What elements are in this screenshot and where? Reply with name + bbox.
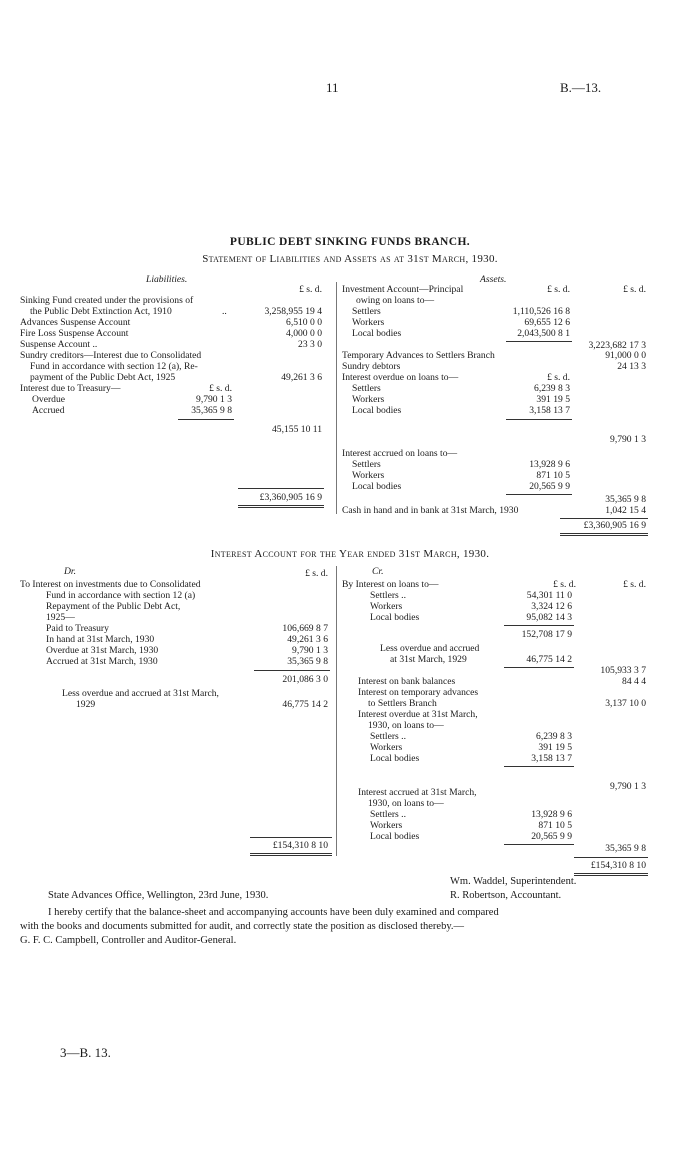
asset-line: Local bodies [352,328,402,339]
credit-line: Workers [370,820,403,831]
debit-line: 1929 [76,699,96,710]
liability-line: Fund in accordance with section 12 (a), Re- [30,361,198,372]
amount: 91,000 0 0 [605,350,646,361]
asset-line: Workers [352,317,385,328]
amount: 95,082 14 3 [526,612,572,623]
debit-line: To Interest on investments due to Consolidated [20,579,201,590]
asset-line: Local bodies [352,405,402,416]
amount: 391 19 5 [538,742,572,753]
credit-line: Interest accrued at 31st March, [358,787,477,798]
amount: 391 19 5 [536,394,570,405]
assets-label: Assets. [480,274,507,285]
dr-label: Dr. [64,566,76,577]
double-rule [560,533,648,536]
certification-line: I hereby certify that the balance-sheet and accompanying accounts have been duly examined and compared [48,907,499,918]
double-rule [574,873,648,876]
superintendent-signature: Wm. Waddel, Superintendent. [450,876,577,887]
amount: 35,365 9 8 [605,494,646,505]
amount: 49,261 3 6 [281,372,322,383]
assets-total: £3,360,905 16 9 [583,520,646,531]
amount: 3,158 13 7 [529,405,570,416]
double-rule [250,853,332,856]
credit-line: By Interest on loans to— [342,579,439,590]
amount: 3,137 10 0 [605,698,646,709]
debit-line: In hand at 31st March, 1930 [46,634,155,645]
amount: 105,933 3 7 [600,665,646,676]
asset-line: Local bodies [352,481,402,492]
debit-line: Repayment of the Public Debt Act, [46,601,181,612]
amount: 45,155 10 11 [271,424,322,435]
amount: 106,669 8 7 [282,623,328,634]
liability-line: Suspense Account .. [20,339,98,350]
amount: 871 10 5 [538,820,572,831]
certification-signature: G. F. C. Campbell, Controller and Auditor-General. [20,935,237,946]
amount: 201,086 3 0 [282,674,328,685]
column-divider [336,566,337,856]
credit-line: 1930, on loans to— [368,720,444,731]
amount: 871 10 5 [536,470,570,481]
amount: 1,110,526 16 8 [512,306,570,317]
asset-line: Interest overdue on loans to— [342,372,459,383]
amount: 13,928 9 6 [531,809,572,820]
liabilities-total: £3,360,905 16 9 [259,492,322,503]
amount: 20,565 9 9 [529,481,570,492]
total-rule [250,837,332,838]
credit-line: Local bodies [370,831,420,842]
credit-line: Less overdue and accrued [380,643,480,654]
credit-line: Local bodies [370,753,420,764]
page-title: PUBLIC DEBT SINKING FUNDS BRANCH. [229,236,471,248]
credit-total: £154,310 8 10 [590,860,646,871]
amount: 24 13 3 [617,361,646,372]
subtotal-rule [506,419,572,420]
amount: 84 4 4 [622,676,646,687]
subtotal-rule [504,625,574,626]
credit-line: 1930, on loans to— [368,798,444,809]
credit-line: at 31st March, 1929 [390,654,467,665]
credit-line: Local bodies [370,612,420,623]
asset-line: Interest accrued on loans to— [342,448,458,459]
lsd-header: £ s. d. [623,579,646,590]
liability-line: Interest due to Treasury— [20,383,121,394]
amount: 6,239 8 3 [534,383,570,394]
subtotal-rule [178,419,234,420]
credit-line: to Settlers Branch [368,698,437,709]
credit-line: Interest overdue at 31st March, [358,709,478,720]
amount: 3,324 12 6 [531,601,572,612]
column-divider [336,282,337,514]
amount: 6,510 0 0 [286,317,322,328]
lsd-header: £ s. d. [623,284,646,295]
credit-line: Settlers .. [370,731,406,742]
double-rule [238,505,324,508]
amount: 152,708 17 9 [521,629,572,640]
certification-line: with the books and documents submitted for audit, and correctly state the position as disclosed thereby.— [20,921,465,932]
liability-line: Advances Suspense Account [20,317,131,328]
credit-line: Workers [370,742,403,753]
amount: 49,261 3 6 [287,634,328,645]
liability-line: Sinking Fund created under the provisions of [20,295,194,306]
total-rule [238,488,324,489]
amount: 2,043,500 8 1 [517,328,570,339]
credit-line: Interest on temporary advances [358,687,479,698]
debit-line: Fund in accordance with section 12 (a) [46,590,196,601]
document-ref: B.—13. [560,80,602,95]
amount: 20,565 9 9 [531,831,572,842]
page-footer: 3—B. 13. [60,1045,111,1060]
page-number: 11 [326,80,339,95]
amount: 1,042 15 4 [605,505,646,516]
liability-line: Accrued [32,405,65,416]
asset-line: owing on loans to— [356,295,435,306]
credit-line: Settlers .. [370,809,406,820]
amount: 46,775 14 2 [526,654,572,665]
office-date: State Advances Office, Wellington, 23rd June, 1930. [48,890,269,901]
credit-line: Interest on bank balances [358,676,456,687]
liability-line: Fire Loss Suspense Account [20,328,129,339]
amount: 9,790 1 3 [196,394,232,405]
cr-label: Cr. [372,566,384,577]
debit-line: Less overdue and accrued at 31st March, [62,688,219,699]
liability-line: the Public Debt Extinction Act, 1910 [30,306,172,317]
debit-line: Paid to Treasury [46,623,109,634]
debit-line: Accrued at 31st March, 1930 [46,656,158,667]
asset-line: Investment Account—Principal [342,284,464,295]
amount: 9,790 1 3 [610,434,646,445]
debit-total: £154,310 8 10 [272,840,328,851]
total-rule [560,518,648,519]
credit-line: Workers [370,601,403,612]
amount: 6,239 8 3 [536,731,572,742]
amount: 3,223,682 17 3 [588,340,646,351]
debit-line: 1925— [46,612,75,623]
liabilities-label: Liabilities. [146,274,188,285]
amount: 23 3 0 [298,339,322,350]
asset-line: Settlers [352,383,381,394]
lsd-header: £ s. d. [209,383,232,394]
amount: 46,775 14 2 [282,699,328,710]
debit-line: Overdue at 31st March, 1930 [46,645,159,656]
liability-line: payment of the Public Debt Act, 1925 [30,372,176,383]
lsd-header: £ s. d. [305,568,328,579]
total-rule [574,857,648,858]
statement-heading: Statement of Liabilities and Assets as at 31st March, 1930. [202,253,498,265]
asset-line: Cash in hand and in bank at 31st March, 1930 [342,505,519,516]
lsd-header: £ s. d. [547,284,570,295]
asset-line: Sundry debtors [342,361,401,372]
accountant-signature: R. Robertson, Accountant. [450,890,562,901]
asset-line: Workers [352,394,385,405]
leader-dots: .. [222,306,227,317]
subtotal-rule [504,766,574,767]
liability-line: Sundry creditors—Interest due to Consolidated [20,350,202,361]
amount: 35,365 9 8 [191,405,232,416]
asset-line: Settlers [352,306,381,317]
subtotal-rule [254,670,330,671]
amount: 3,158 13 7 [531,753,572,764]
amount: 4,000 0 0 [286,328,322,339]
lsd-header: £ s. d. [553,579,576,590]
interest-account-heading: Interest Account for the Year ended 31st March, 1930. [210,548,490,560]
asset-line: Settlers [352,459,381,470]
amount: 35,365 9 8 [605,843,646,854]
amount: 69,655 12 6 [524,317,570,328]
amount: 9,790 1 3 [292,645,328,656]
amount: 54,301 11 0 [526,590,572,601]
liability-line: Overdue [32,394,66,405]
asset-line: Temporary Advances to Settlers Branch [342,350,495,361]
asset-line: Workers [352,470,385,481]
lsd-header: £ s. d. [547,372,570,383]
amount: 3,258,955 19 4 [264,306,322,317]
amount: 9,790 1 3 [610,781,646,792]
lsd-header: £ s. d. [299,284,322,295]
amount: 13,928 9 6 [529,459,570,470]
credit-line: Settlers .. [370,590,406,601]
amount: 35,365 9 8 [287,656,328,667]
